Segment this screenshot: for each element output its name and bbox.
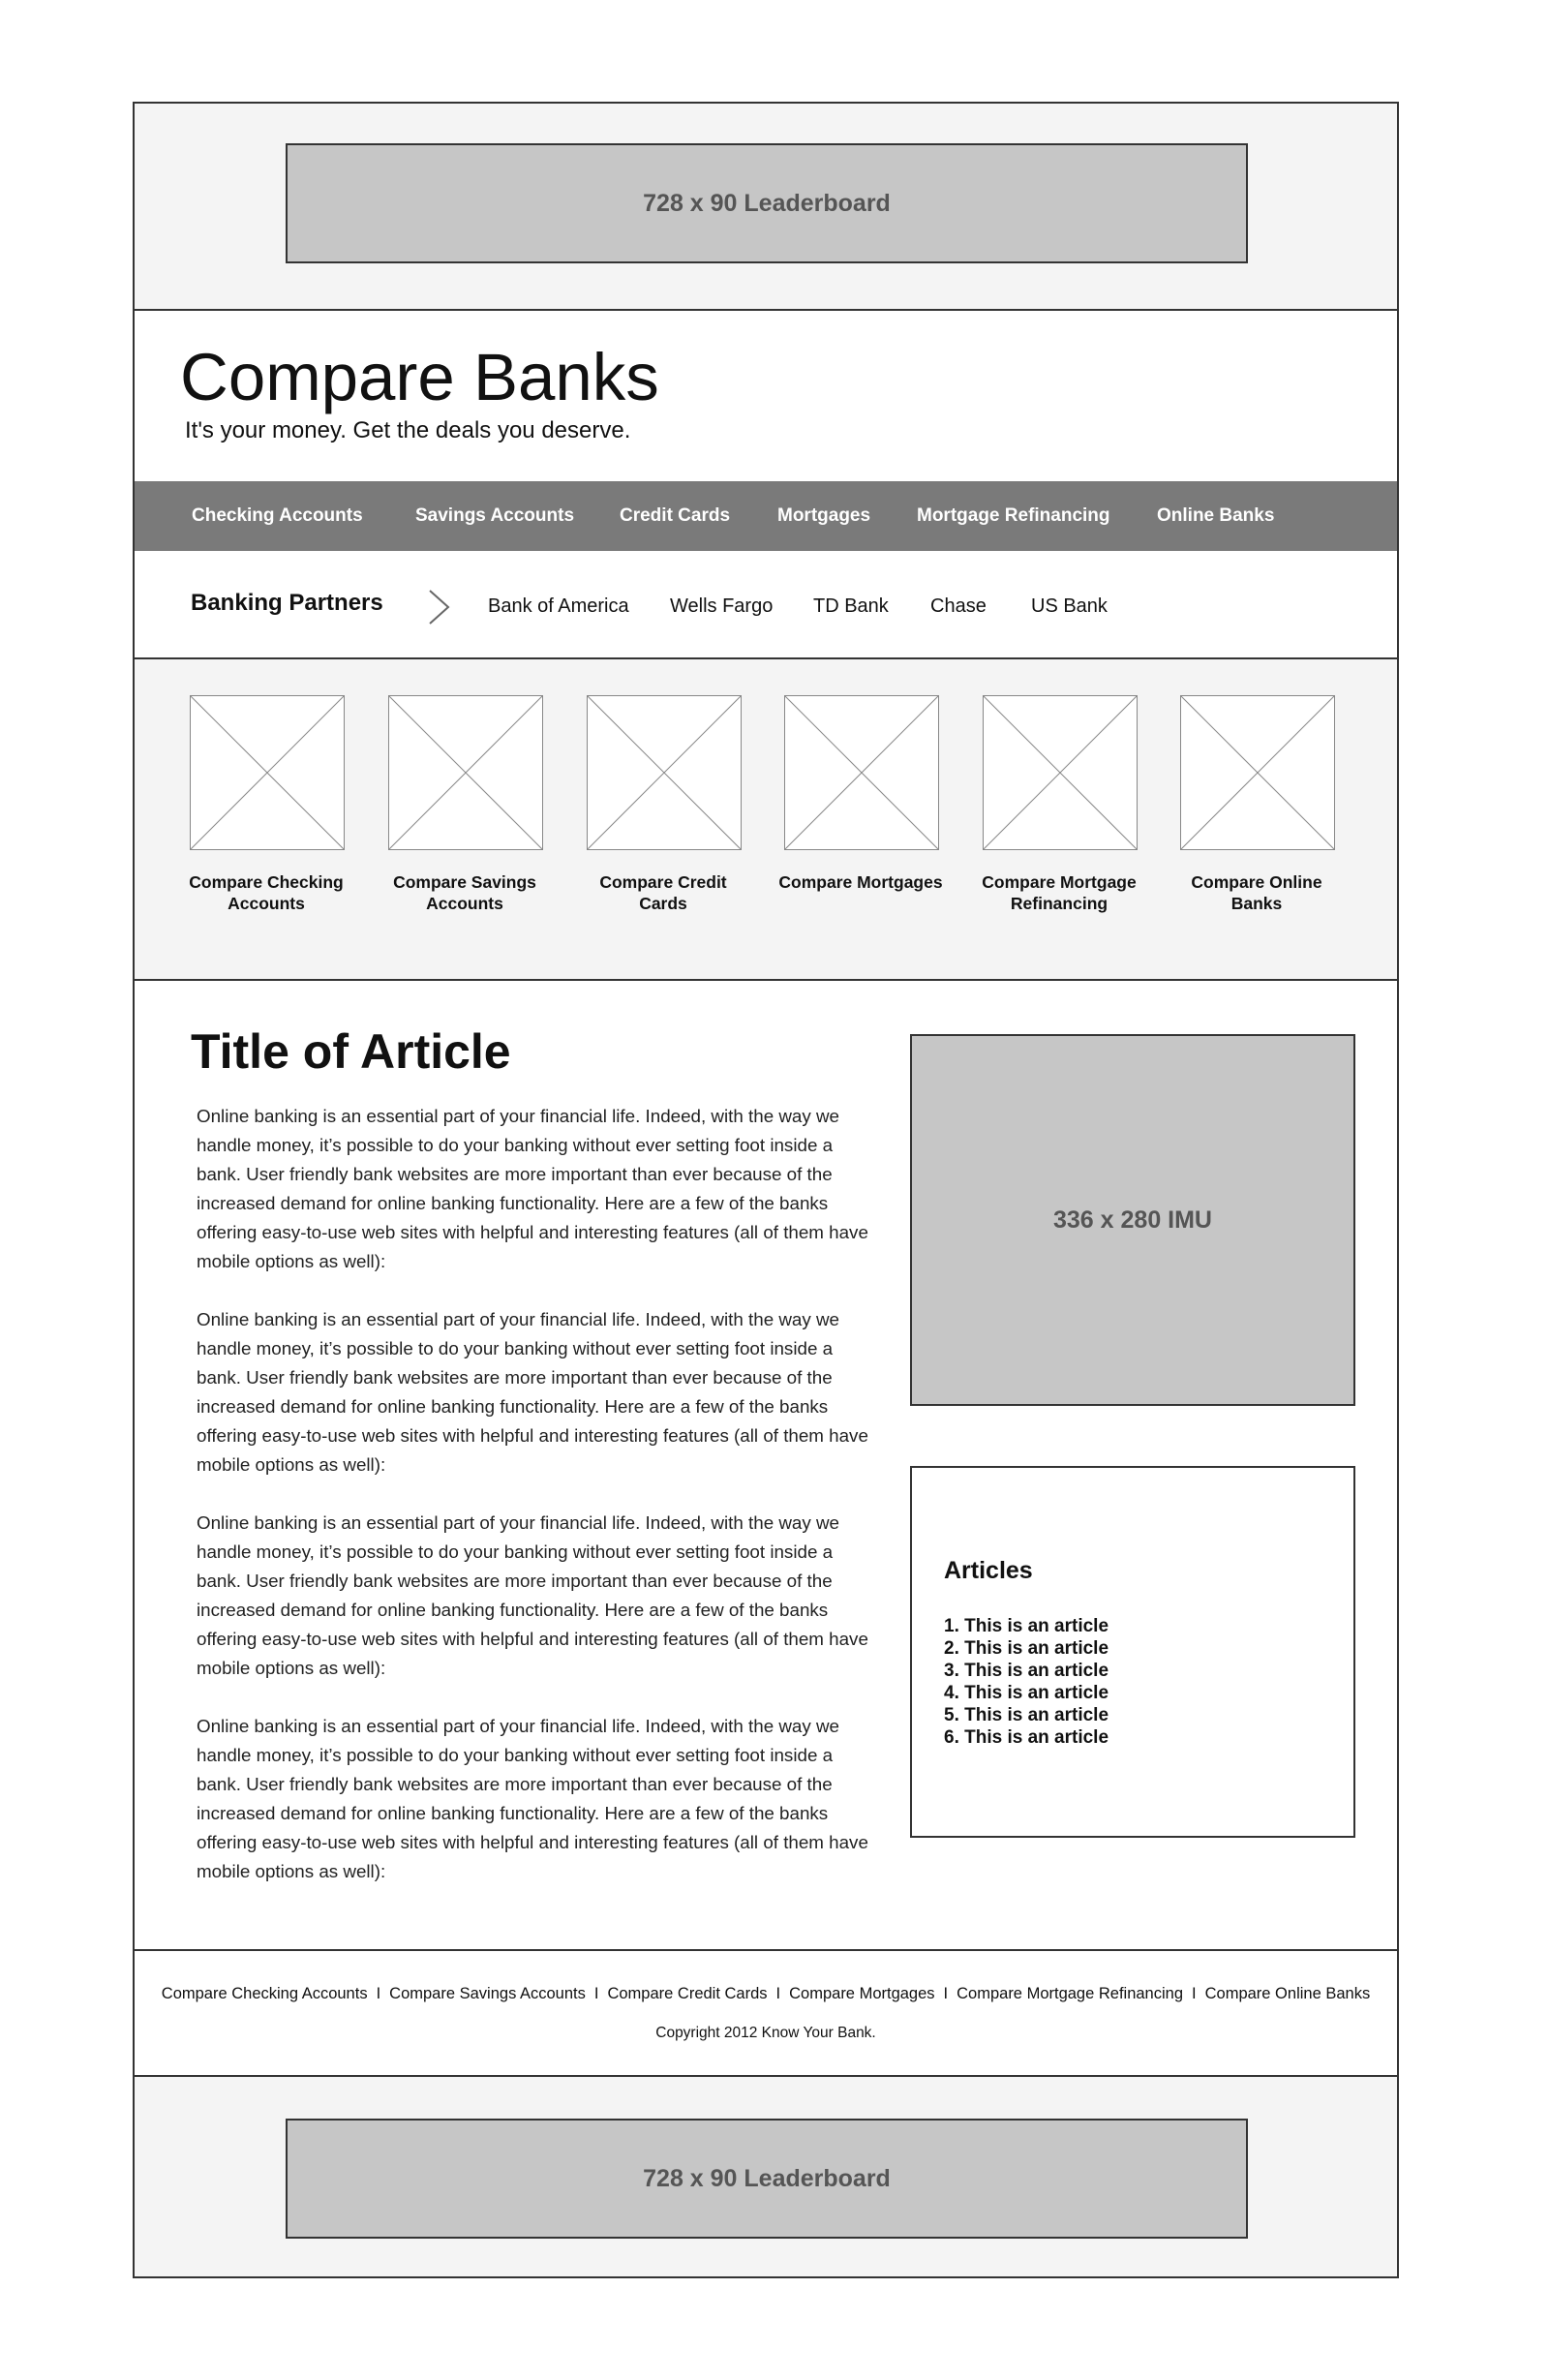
footer-link-checking[interactable]: Compare Checking Accounts	[161, 1985, 368, 2002]
top-leaderboard-ad[interactable]	[286, 143, 1248, 263]
tile-label-line: Accounts	[228, 894, 305, 913]
footer-separator: I	[376, 1985, 381, 2002]
tile-label-line: Compare Checking	[189, 872, 344, 892]
chevron-right-icon	[427, 588, 452, 626]
site-tagline: It's your money. Get the deals you deserve.	[185, 417, 631, 443]
partner-link-wells-fargo[interactable]: Wells Fargo	[670, 595, 774, 617]
banking-partners-bar	[135, 551, 1397, 657]
article-paragraph: Online banking is an essential part of your financial life. Indeed, with the way we handle money, it’s possible to do your banking without ever setting foot inside a bank. User friendly bank websites are more important than ever because of the increased demand for online banking functionality. Here are a few of the banks offering easy-to-use web sites with helpful and interesting features (all of them have mobile options as well):	[197, 1512, 868, 1678]
bottom-leaderboard-label: 728 x 90 Leaderboard	[643, 2164, 891, 2192]
bottom-ad-band	[135, 2077, 1397, 2276]
tile-label-line: Compare Credit	[599, 872, 727, 892]
image-placeholder-icon	[388, 695, 543, 850]
footer-link-mortgage-refinancing[interactable]: Compare Mortgage Refinancing	[957, 1985, 1184, 2002]
compare-tile-label	[160, 871, 373, 914]
imu-ad-label: 336 x 280 IMU	[1053, 1205, 1212, 1234]
image-placeholder-icon	[983, 695, 1138, 850]
article-link[interactable]: 3. This is an article	[944, 1661, 1109, 1681]
main-nav	[135, 481, 1397, 551]
article-link[interactable]: 1. This is an article	[944, 1616, 1109, 1636]
article-link[interactable]: 4. This is an article	[944, 1683, 1109, 1703]
image-placeholder-icon	[190, 695, 345, 850]
articles-heading: Articles	[944, 1557, 1033, 1584]
footer-separator: I	[943, 1985, 949, 2002]
tile-label-line: Banks	[1230, 894, 1283, 913]
article-link[interactable]: 6. This is an article	[944, 1727, 1109, 1748]
top-leaderboard-label: 728 x 90 Leaderboard	[643, 189, 891, 217]
image-placeholder-icon	[587, 695, 742, 850]
footer-link-mortgages[interactable]: Compare Mortgages	[789, 1985, 935, 2002]
nav-item-mortgages[interactable]: Mortgages	[777, 505, 871, 526]
main-content	[135, 981, 1397, 1949]
site-header	[135, 311, 1397, 481]
partner-link-chase[interactable]: Chase	[930, 595, 987, 617]
partner-link-us-bank[interactable]: US Bank	[1031, 595, 1108, 617]
footer-separator: I	[775, 1985, 781, 2002]
nav-item-online-banks[interactable]: Online Banks	[1157, 505, 1275, 526]
article-paragraph: Online banking is an essential part of your financial life. Indeed, with the way we handle money, it’s possible to do your banking without ever setting foot inside a bank. User friendly bank websites are more important than ever because of the increased demand for online banking functionality. Here are a few of the banks offering easy-to-use web sites with helpful and interesting features (all of them have mobile options as well):	[197, 1106, 868, 1271]
footer-links	[135, 1985, 1397, 2003]
article-paragraph: Online banking is an essential part of your financial life. Indeed, with the way we handle money, it’s possible to do your banking without ever setting foot inside a bank. User friendly bank websites are more important than ever because of the increased demand for online banking functionality. Here are a few of the banks offering easy-to-use web sites with helpful and interesting features (all of them have mobile options as well):	[197, 1716, 868, 1881]
site-footer	[135, 1951, 1397, 2075]
copyright-text: Copyright 2012 Know Your Bank.	[655, 2025, 876, 2041]
article-body	[197, 1102, 874, 1915]
compare-tile-label	[557, 871, 770, 914]
tile-label-line: Cards	[639, 894, 687, 913]
tile-label-line: Compare Savings	[393, 872, 536, 892]
top-ad-band	[135, 104, 1397, 309]
compare-tile-label	[358, 871, 571, 914]
footer-separator: I	[1192, 1985, 1197, 2002]
partner-link-bank-of-america[interactable]: Bank of America	[488, 595, 629, 617]
imu-ad[interactable]	[910, 1034, 1355, 1406]
articles-widget	[910, 1466, 1355, 1838]
partner-link-td-bank[interactable]: TD Bank	[813, 595, 889, 617]
article-paragraph: Online banking is an essential part of your financial life. Indeed, with the way we handle money, it’s possible to do your banking without ever setting foot inside a bank. User friendly bank websites are more important than ever because of the increased demand for online banking functionality. Here are a few of the banks offering easy-to-use web sites with helpful and interesting features (all of them have mobile options as well):	[197, 1309, 868, 1475]
nav-item-savings-accounts[interactable]: Savings Accounts	[415, 505, 575, 526]
bottom-leaderboard-ad[interactable]	[286, 2119, 1248, 2239]
banking-partners-label: Banking Partners	[191, 590, 383, 616]
article-link[interactable]: 5. This is an article	[944, 1705, 1109, 1725]
nav-item-mortgage-refinancing[interactable]: Mortgage Refinancing	[917, 505, 1110, 526]
compare-tile-label	[754, 871, 967, 893]
page-frame	[133, 102, 1399, 2278]
site-title[interactable]: Compare Banks	[180, 340, 659, 414]
tile-label-line: Compare Mortgages	[778, 872, 943, 892]
tile-label-line: Compare Online	[1191, 872, 1322, 892]
compare-tiles-band	[135, 659, 1397, 979]
footer-link-online-banks[interactable]: Compare Online Banks	[1204, 1985, 1371, 2002]
article-link[interactable]: 2. This is an article	[944, 1638, 1109, 1659]
footer-link-credit-cards[interactable]: Compare Credit Cards	[607, 1985, 768, 2002]
nav-item-credit-cards[interactable]: Credit Cards	[620, 505, 731, 526]
article-title: Title of Article	[191, 1024, 511, 1079]
tile-label-line: Compare Mortgage	[982, 872, 1137, 892]
nav-item-checking-accounts[interactable]: Checking Accounts	[192, 505, 363, 526]
articles-list	[944, 1615, 1109, 1749]
footer-link-savings[interactable]: Compare Savings Accounts	[389, 1985, 586, 2002]
tile-label-line: Accounts	[426, 894, 503, 913]
compare-tile-label	[953, 871, 1166, 914]
footer-separator: I	[593, 1985, 599, 2002]
image-placeholder-icon	[1180, 695, 1335, 850]
image-placeholder-icon	[784, 695, 939, 850]
tile-label-line: Refinancing	[1010, 894, 1109, 913]
compare-tile-label	[1150, 871, 1363, 914]
